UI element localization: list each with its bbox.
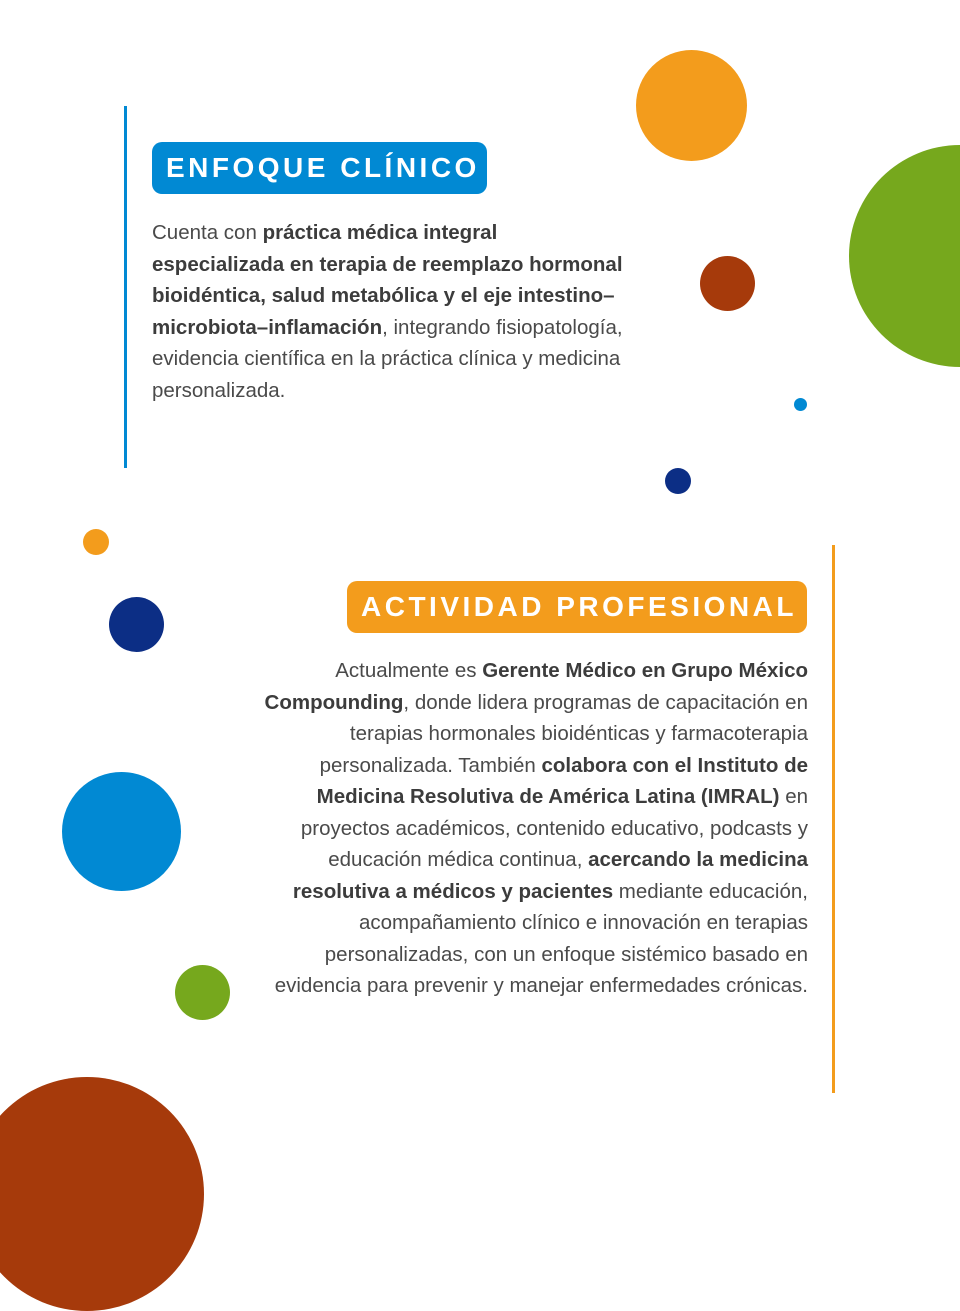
section2-heading: ACTIVIDAD PROFESIONAL: [361, 591, 797, 622]
section1-highlight: práctica médica integral especializada en terapia de reemplazo hormonal bioidéntica, salud metabólica y el eje intestino–microbiota–inflamación: [152, 221, 623, 339]
rust-circle-small: [700, 256, 755, 311]
blue-circle-large: [62, 772, 181, 891]
section1-heading-badge: [152, 142, 487, 194]
section1-paragraph: Cuenta con práctica médica integral especializada en terapia de reemplazo hormonal bioidéntica, salud metabólica y el eje intestino–microbiota–inflamación, integrando fisiopatología, evidencia científica en la práctica clínica y medicina personalizada.: [152, 221, 623, 402]
blue-dot-tiny: [794, 398, 807, 411]
section2-highlight-2: colabora con el Instituto de Medicina Resolutiva de América Latina (IMRAL): [316, 753, 808, 808]
section2-highlight-3: acercando la medicina resolutiva a médicos y pacientes: [292, 848, 808, 903]
orange-circle-top: [636, 50, 747, 161]
section2-heading-badge: [347, 581, 807, 633]
green-circle-right: [849, 145, 960, 367]
navy-circle: [109, 597, 164, 652]
section1-heading: ENFOQUE CLÍNICO: [166, 152, 480, 183]
navy-dot-small: [665, 468, 691, 494]
rust-circle-large: [0, 1077, 204, 1311]
section2-highlight-1: Gerente Médico en Grupo México Compounding: [264, 659, 808, 714]
section1-accent-line: [124, 106, 127, 468]
orange-dot-small: [83, 529, 109, 555]
section2-paragraph: Actualmente es Gerente Médico en Grupo México Compounding, donde lidera programas de capacitación en terapias hormonales bioidénticas y farmacoterapia personalizada. También colabora con el Instituto de Medicina Resolutiva de América Latina (IMRAL) en proyectos académicos, contenido educativo, podcasts y educación médica continua, acercando la medicina resolutiva a médicos y pacientes mediante educación, acompañamiento clínico e innovación en terapias personalizadas, con un enfoque sistémico basado en evidencia para prevenir y manejar enfermedades crónicas.: [264, 659, 808, 997]
green-circle-small: [175, 965, 230, 1020]
section2-accent-line: [832, 545, 835, 1093]
